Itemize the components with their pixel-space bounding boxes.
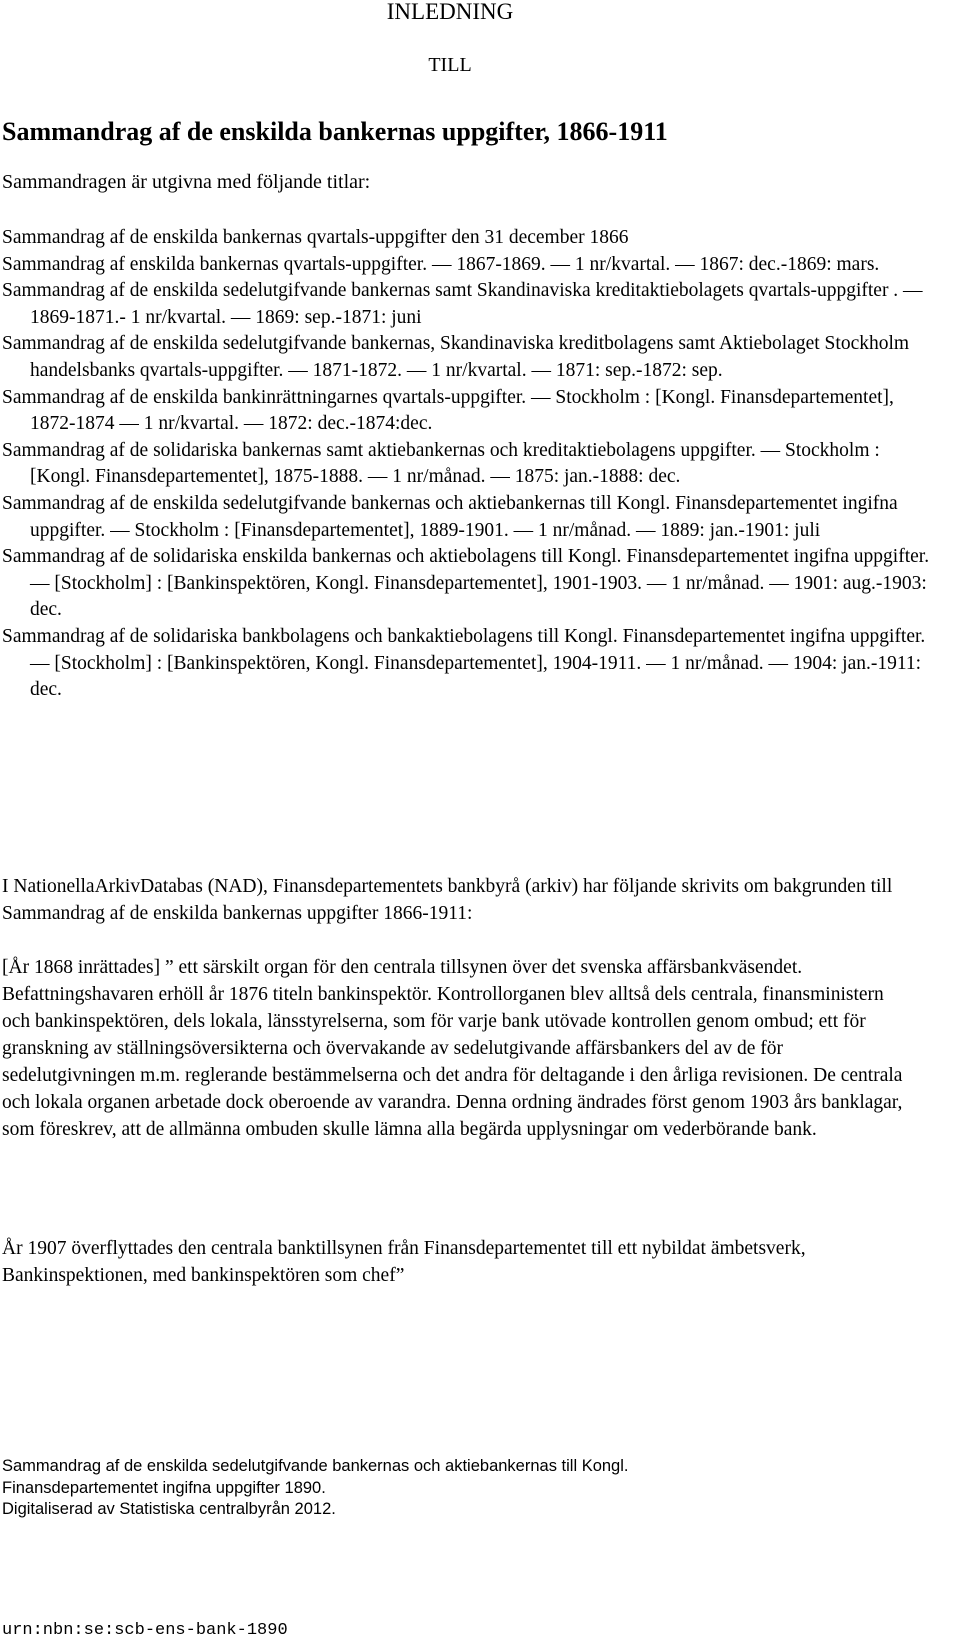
title-entry-1869-1871: Sammandrag af de enskilda sedelutgifvande bankernas samt Skandinaviska kreditaktiebolagets qvartals-uppgifter . — 1869-1871.- 1 nr/kvartal. — 1869: sep.-1871: juni: [2, 280, 923, 328]
document-title: Sammandrag af de enskilda bankernas uppgifter, 1866-1911: [2, 117, 668, 146]
titles-intro: Sammandragen är utgivna med följande titlar:: [2, 171, 371, 193]
title-entry-1866: Sammandrag af de enskilda bankernas qvartals-uppgifter den 31 december 1866: [2, 227, 629, 248]
footer-digitized-line: Digitaliserad av Statistiska centralbyrån 2012.: [2, 1500, 336, 1518]
title-entry-1889-1901: Sammandrag af de enskilda sedelutgifvande bankernas och aktiebankernas till Kongl. Finansdepartementet ingifna uppgifter. — Stockholm : [Finansdepartementet], 1889-1901. — 1 nr/månad. — 1889: jan.-1901: juli: [2, 492, 898, 541]
title-entry-1904-1911: Sammandrag af de solidariska bankbolagens och bankaktiebolagens till Kongl. Finansdepartementet ingifna uppgifter. — [Stockholm] : [Bankinspektören, Kongl. Finansdepartementet], 1904-1911. — 1 nr/månad. — 1904: jan.-1911: dec.: [2, 625, 926, 701]
footer: [2, 1456, 932, 1521]
urn-identifier: urn:nbn:se:scb-ens-bank-1890: [2, 1621, 288, 1640]
title-entry-1872-1874: Sammandrag af de enskilda bankinrättningarnes qvartals-uppgifter. — Stockholm : [Kongl. Finansdepartementet], 1872-1874 — 1 nr/kvartal. — 1872: dec.-1874:dec.: [2, 386, 894, 435]
title-entry-1875-1888: Sammandrag af de solidariska bankernas samt aktiebankernas och kreditaktiebolagens uppgifter. — Stockholm : [Kongl. Finansdepartementet], 1875-1888. — 1 nr/månad. — 1875: jan.-1888: dec.: [2, 439, 880, 488]
quote-paragraph: [År 1868 inrättades] ” ett särskilt organ för den centrala tillsynen över det svenska affärsbankväsendet. Befattningshavaren erhöll år 1876 titeln bankinspektör. Kontrollorganen blev alltså dels centrala, finansministern och bankinspektören, dels lokala, länsstyrelserna, som för varje bank utövade kontrollen genom ombud; ett för granskning av ställningsöversikterna och övervakande av sedelutgivande affärsbankers del av de för sedelutgivningen m.m. reglerande bestämmelserna och det andra för deltagande i den årliga revisionen. De centrala och lokala organen arbetade dock oberoende av varandra. Denna ordning ändrades först genom 1903 års banklagar, som föreskrev, att de allmänna ombuden skulle lämna alla begärda upplysningar om vederbörande bank.: [2, 957, 903, 1140]
title-list: [2, 225, 932, 704]
heading-inledning: INLEDNING: [386, 0, 514, 24]
title-entry-1871-1872: Sammandrag af de enskilda sedelutgifvande bankernas, Skandinaviska kreditbolagens samt Aktiebolaget Stockholm handelsbanks qvartals-uppgifter. — 1871-1872. — 1 nr/kvartal. — 1871: sep.-1872: sep.: [2, 333, 910, 381]
nad-intro-paragraph: I NationellaArkivDatabas (NAD), Finansdepartementets bankbyrå (arkiv) har följande skrivits om bakgrunden till Sammandrag af de enskilda bankernas uppgifter 1866-1911:: [2, 876, 893, 924]
footer-source-line-2: Finansdepartementet ingifna uppgifter 1890.: [2, 1478, 326, 1497]
heading-till: TILL: [428, 54, 472, 76]
title-entry-1867-1869: Sammandrag af enskilda bankernas qvartals-uppgifter. — 1867-1869. — 1 nr/kvartal. — 1867: dec.-1869: mars.: [2, 253, 880, 275]
title-entry-1901-1903: Sammandrag af de solidariska enskilda bankernas och aktiebolagens till Kongl. Finansdepartementet ingifna uppgifter. — [Stockholm] : [Bankinspektören, Kongl. Finansdepartementet], 1901-1903. — 1 nr/månad. — 1901: aug.-1903: dec.: [2, 546, 930, 621]
footer-source-line-1: Sammandrag af de enskilda sedelutgifvande bankernas och aktiebankernas till Kongl.: [2, 1457, 629, 1475]
quote-closing-paragraph: År 1907 överflyttades den centrala banktillsynen från Finansdepartementet till ett nybildat ämbetsverk, Bankinspektionen, med bankinspektören som chef”: [2, 1238, 806, 1286]
